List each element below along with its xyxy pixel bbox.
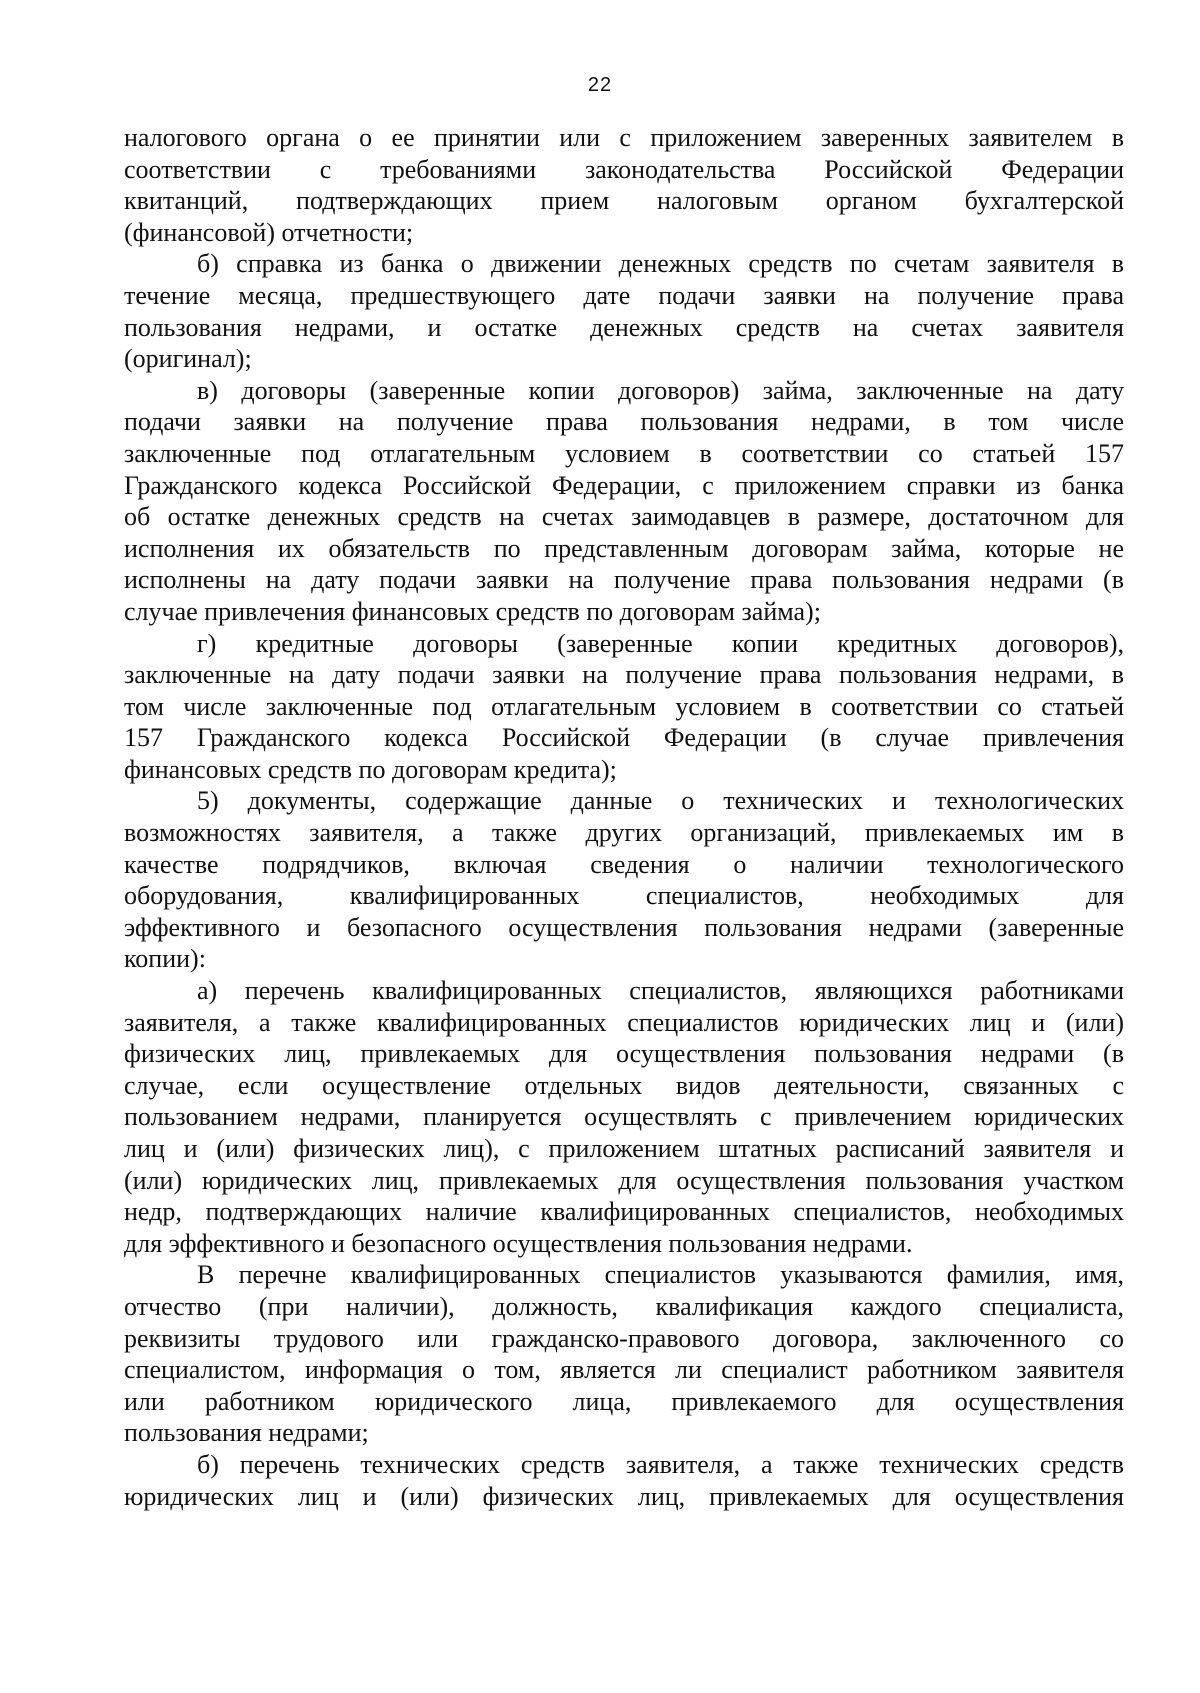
text-line: лиц и (или) физических лиц), с приложением штатных расписаний заявителя и (124, 1134, 1124, 1163)
text-line: пользованием недрами, планируется осуществлять с привлечением юридических (124, 1102, 1124, 1132)
text-line: случае, если осуществление отдельных видов деятельности, связанных с (124, 1070, 1124, 1100)
text-line: возможностях заявителя, а также других организаций, привлекаемых им в (124, 818, 1124, 848)
text-line: отчество (при наличии), должность, квалификация каждого специалиста, (124, 1291, 1124, 1321)
text-line: оборудования, квалифицированных специалистов, необходимых для (124, 881, 1124, 911)
text-line: финансовых средств по договорам кредита); (124, 754, 617, 784)
text-line: В перечне квалифицированных специалистов указываются фамилия, имя, (197, 1260, 1124, 1290)
text-line: (оригинал); (124, 344, 252, 374)
text-line: юридических лиц и (или) физических лиц, привлекаемых для осуществления (124, 1481, 1124, 1511)
text-line: об остатке денежных средств на счетах заимодавцев в размере, достаточном для (124, 502, 1124, 532)
text-line: случае привлечения финансовых средств по договорам займа); (124, 596, 821, 626)
text-line: или работником юридического лица, привлекаемого для осуществления (124, 1386, 1124, 1416)
document-body (124, 122, 1124, 1512)
text-line: физических лиц, привлекаемых для осуществления пользования недрами (в (124, 1039, 1124, 1069)
text-line: пользования недрами; (124, 1418, 369, 1448)
text-line: заявителя, а также квалифицированных специалистов юридических лиц и (или) (124, 1007, 1124, 1037)
text-line: исполнены на дату подачи заявки на получение права пользования недрами (в (124, 565, 1124, 595)
text-line: качестве подрядчиков, включая сведения о наличии технологического (124, 849, 1124, 879)
text-line: г) кредитные договоры (заверенные копии кредитных договоров), (197, 628, 1124, 658)
text-line: соответствии с требованиями законодательства Российской Федерации (124, 154, 1124, 184)
text-line: для эффективного и безопасного осуществления пользования недрами. (124, 1228, 913, 1258)
text-line: том числе заключенные под отлагательным условием в соответствии со статьей (124, 691, 1124, 721)
page-number: 22 (587, 74, 613, 96)
text-line: Гражданского кодекса Российской Федерации, с приложением справки из банка (124, 470, 1124, 500)
text-line: специалистом, информация о том, является ли специалист работником заявителя (124, 1355, 1124, 1385)
text-line: б) перечень технических средств заявителя, а также технических средств (197, 1449, 1124, 1479)
text-line: квитанций, подтверждающих прием налоговым органом бухгалтерской (124, 186, 1124, 216)
text-line: в) договоры (заверенные копии договоров) займа, заключенные на дату (197, 375, 1124, 405)
text-line: недр, подтверждающих наличие квалифицированных специалистов, необходимых (124, 1197, 1124, 1227)
text-line: (или) юридических лиц, привлекаемых для осуществления пользования участком (124, 1165, 1124, 1195)
text-line: заключенные на дату подачи заявки на получение права пользования недрами, в (124, 660, 1124, 690)
text-line: копии): (124, 944, 206, 974)
text-line: течение месяца, предшествующего дате подачи заявки на получение права (124, 280, 1124, 310)
text-line: а) перечень квалифицированных специалистов, являющихся работниками (197, 976, 1124, 1006)
text-line: заключенные под отлагательным условием в соответствии со статьей 157 (124, 438, 1124, 468)
text-line: 5) документы, содержащие данные о технических и технологических (197, 786, 1124, 816)
text-line: 157 Гражданского кодекса Российской Федерации (в случае привлечения (124, 723, 1124, 753)
text-line: реквизиты трудового или гражданско-правового договора, заключенного со (124, 1323, 1124, 1353)
text-line: налогового органа о ее принятии или с приложением заверенных заявителем в (124, 123, 1124, 152)
text-line: подачи заявки на получение права пользования недрами, в том числе (124, 407, 1124, 437)
text-line: эффективного и безопасного осуществления пользования недрами (заверенные (124, 912, 1124, 942)
text-line: пользования недрами, и остатке денежных средств на счетах заявителя (124, 312, 1124, 342)
text-line: б) справка из банка о движении денежных средств по счетам заявителя в (197, 249, 1124, 279)
text-line: исполнения их обязательств по представленным договорам займа, которые не (124, 533, 1124, 563)
text-line: (финансовой) отчетности; (124, 217, 414, 247)
